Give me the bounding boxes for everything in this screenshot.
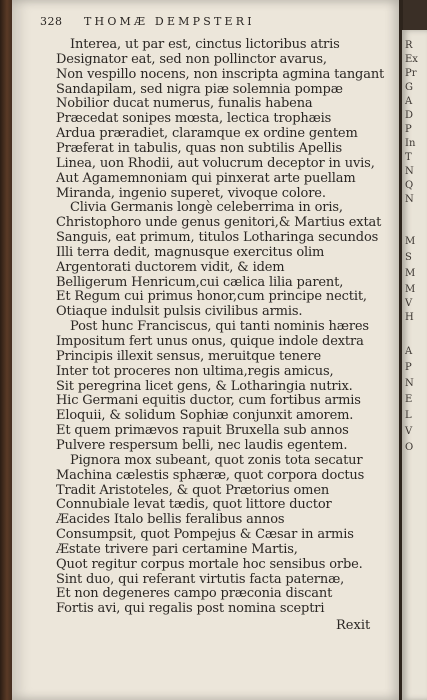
verse-line: Quot regitur corpus mortale hoc sensibus orbe. bbox=[56, 556, 363, 572]
facing-page-letter: P bbox=[405, 124, 412, 135]
facing-page-letter: T bbox=[405, 152, 412, 163]
verse-line: Sit peregrina licet gens, & Lotharingia nutrix. bbox=[56, 378, 353, 394]
verse-line: Machina cælestis sphæræ, quot corpora doctus bbox=[56, 467, 365, 483]
verse-line: Et non degeneres campo præconia discant bbox=[56, 586, 333, 602]
verse-line: Argentorati ductorem vidit, & idem bbox=[56, 259, 285, 275]
verse-line: Clivia Germanis longè celeberrima in oris, bbox=[70, 200, 343, 216]
facing-page-letter: In bbox=[405, 138, 416, 149]
verse-line: Eloquii, & solidum Sophiæ conjunxit amorem. bbox=[56, 408, 354, 424]
verse-line: Miranda, ingenio superet, vivoque colore. bbox=[56, 185, 326, 201]
verse-line: Præferat in tabulis, quas non subtilis Apellis bbox=[56, 140, 343, 156]
facing-page-letter: O bbox=[405, 442, 414, 453]
catchword: Rexit bbox=[336, 618, 371, 633]
verse-line: Linea, uon Rhodii, aut volucrum deceptor in uvis, bbox=[56, 155, 375, 171]
verse-line: Principis illexit sensus, meruitque tenere bbox=[56, 348, 322, 364]
verse-line: Aut Agamemnoniam qui pinxerat arte puellam bbox=[56, 170, 356, 186]
facing-page-edge bbox=[402, 30, 427, 700]
verse-line: Sandapilam, sed nigra piæ solemnia pompæ bbox=[56, 81, 343, 97]
facing-page-letter: D bbox=[405, 110, 414, 121]
verse-line: Pignora mox subeant, quot zonis tota secatur bbox=[70, 452, 363, 468]
verse-line: Designator eat, sed non pollinctor avarus, bbox=[56, 51, 327, 67]
verse-line: Impositum fert unus onus, quique indole dextra bbox=[56, 334, 364, 349]
verse-line: Sint duo, qui referant virtutis facta paternæ, bbox=[56, 571, 345, 587]
verse-line: Inter tot proceres non ultima,regis amicus, bbox=[56, 363, 334, 379]
facing-page-letter: M bbox=[405, 284, 416, 295]
facing-page-letter: P bbox=[405, 362, 412, 373]
verse-line: Æstate trivere pari certamine Martis, bbox=[56, 541, 298, 557]
verse-line: Fortis avi, qui regalis post nomina sceptri bbox=[56, 601, 325, 617]
facing-page-letter: G bbox=[405, 82, 413, 93]
verse-line: Christophoro unde genus genitori,& Martius extat bbox=[56, 215, 382, 231]
verse-line: Illi terra dedit, magnusque exercitus olim bbox=[56, 244, 325, 260]
facing-page-letter: M bbox=[405, 236, 416, 247]
facing-page-letter: N bbox=[405, 166, 414, 177]
verse-line: Otiaque indulsit pulsis civilibus armis. bbox=[56, 304, 303, 320]
page-number: 328 bbox=[40, 15, 63, 28]
running-title: THOMÆ DEMPSTERI bbox=[84, 15, 255, 28]
facing-page-letter: R bbox=[405, 40, 413, 51]
verse-line: Pulvere respersum belli, nec laudis egentem. bbox=[56, 437, 348, 453]
verse-line: Consumpsit, quot Pompejus & Cæsar in armis bbox=[56, 527, 354, 543]
verse-line: Nobilior ducat numerus, funalis habena bbox=[56, 96, 313, 112]
verse-line: Æacides Italo bellis feralibus annos bbox=[56, 512, 285, 528]
facing-page-letter: N bbox=[405, 194, 414, 205]
verse-line: Ardua præradiet, claramque ex ordine gentem bbox=[56, 126, 358, 142]
facing-page-letter: Q bbox=[405, 180, 414, 191]
verse-line: Connubiale levat tædis, quot littore ductor bbox=[56, 497, 332, 513]
verse-line: Et quem primævos rapuit Bruxella sub annos bbox=[56, 423, 349, 439]
verse-line: Sanguis, eat primum, titulos Lotharinga secundos bbox=[56, 230, 379, 246]
verse-line: Non vespillo nocens, non inscripta agmina tangant bbox=[56, 66, 385, 82]
facing-page-letter: V bbox=[405, 426, 413, 437]
running-head bbox=[12, 15, 400, 33]
verse-line: Belligerum Henricum,cui cælica lilia parent, bbox=[56, 274, 344, 290]
facing-page-letter: V bbox=[405, 298, 413, 309]
facing-page-letter: N bbox=[405, 378, 414, 389]
facing-page-letter: S bbox=[405, 252, 412, 263]
facing-page-letter: A bbox=[405, 346, 413, 357]
verse-line: Hic Germani equitis ductor, cum fortibus armis bbox=[56, 393, 361, 409]
facing-page-letter: L bbox=[405, 410, 412, 421]
facing-page-letter: E bbox=[405, 394, 413, 405]
verse-line: Et Regum cui primus honor,cum principe nectit, bbox=[56, 289, 367, 305]
book-page bbox=[12, 0, 400, 700]
facing-page-letter: Pr bbox=[405, 68, 417, 79]
verse-line: Post hunc Franciscus, qui tanti nominis hæres bbox=[70, 319, 369, 335]
verse-line: Tradit Aristoteles, & quot Prætorius omen bbox=[56, 482, 330, 498]
facing-page-letter: H bbox=[405, 312, 414, 323]
verse-line: Interea, ut par est, cinctus lictoribus atris bbox=[70, 37, 340, 52]
verse-line: Præcedat sonipes mœsta, lectica trophæis bbox=[56, 111, 332, 127]
facing-page-letter: M bbox=[405, 268, 416, 279]
facing-page-letter: A bbox=[405, 96, 413, 107]
facing-page-letter: Ex bbox=[405, 54, 418, 65]
